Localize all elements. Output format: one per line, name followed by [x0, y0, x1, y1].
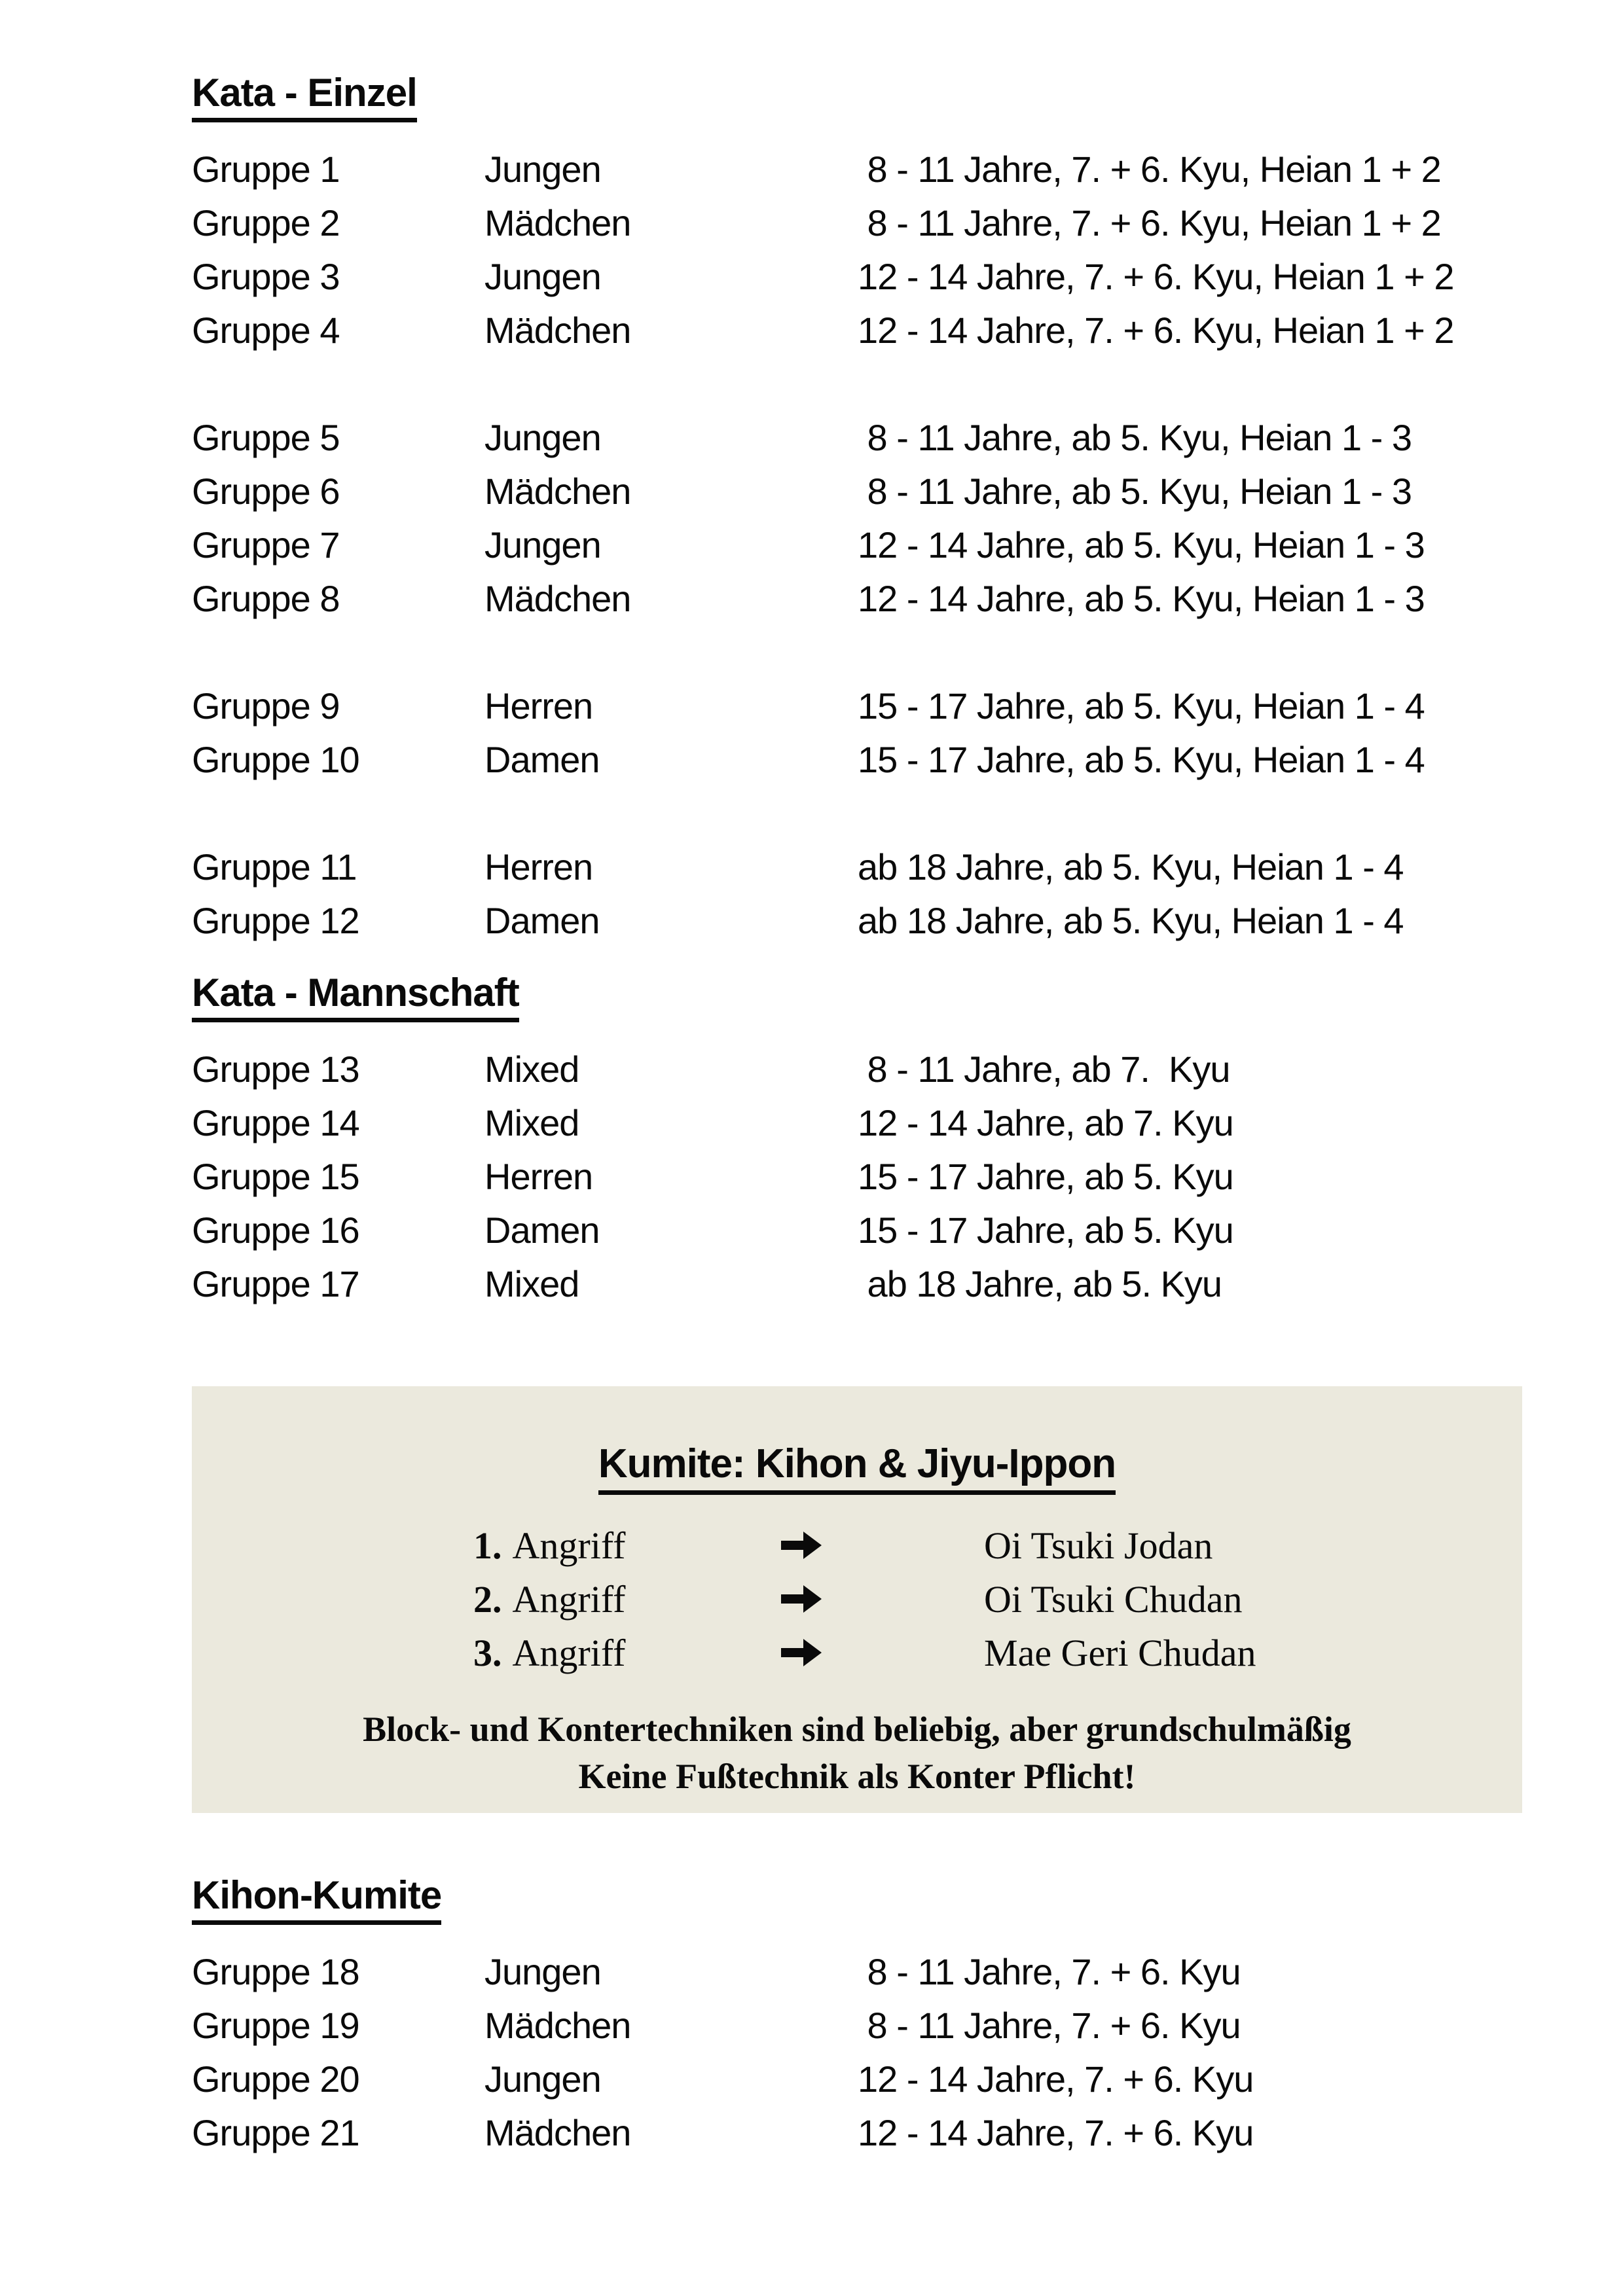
attack-name: Angriff	[512, 1524, 626, 1567]
group-row	[192, 303, 1544, 357]
group-row	[192, 1042, 1544, 1096]
attack-label	[473, 1631, 781, 1675]
group-details: 15 - 17 Jahre, ab 5. Kyu	[858, 1209, 1233, 1251]
blank-line	[192, 786, 1544, 840]
section-heading-wrap	[192, 973, 1544, 1022]
group-row	[192, 679, 1544, 732]
attack-row	[192, 1518, 1522, 1572]
arrow-cell	[781, 1583, 984, 1615]
arrow-right-icon	[781, 1637, 822, 1668]
attack-row	[192, 1626, 1522, 1679]
group-label: Gruppe 10	[192, 738, 359, 780]
group-participants: Damen	[484, 738, 600, 780]
group-details: 12 - 14 Jahre, ab 5. Kyu, Heian 1 - 3	[858, 524, 1425, 565]
group-row	[192, 249, 1544, 303]
group-label: Gruppe 4	[192, 309, 340, 351]
group-label: Gruppe 3	[192, 255, 340, 297]
attack-name: Angriff	[512, 1577, 626, 1621]
group-details: 8 - 11 Jahre, 7. + 6. Kyu	[858, 2004, 1241, 2046]
group-label: Gruppe 1	[192, 148, 340, 190]
group-label: Gruppe 14	[192, 1102, 359, 1143]
group-row	[192, 571, 1544, 625]
group-row	[192, 464, 1544, 518]
kumite-notes	[192, 1706, 1522, 1800]
group-participants: Mixed	[484, 1048, 579, 1090]
group-details: 12 - 14 Jahre, 7. + 6. Kyu	[858, 2058, 1254, 2100]
group-row	[192, 2052, 1544, 2106]
kumite-heading: Kumite: Kihon & Jiyu-Ippon	[598, 1444, 1116, 1495]
group-participants: Jungen	[484, 255, 601, 297]
group-participants: Jungen	[484, 1950, 601, 1992]
attack-technique: Mae Geri Chudan	[984, 1631, 1256, 1674]
group-participants: Damen	[484, 1209, 600, 1251]
blank-line	[192, 357, 1544, 410]
group-label: Gruppe 5	[192, 416, 340, 458]
attack-number: 3.	[473, 1631, 502, 1674]
group-details: 8 - 11 Jahre, 7. + 6. Kyu	[858, 1950, 1241, 1992]
kata-mannschaft-heading: Kata - Mannschaft	[192, 973, 519, 1022]
group-row	[192, 1203, 1544, 1257]
group-details: 12 - 14 Jahre, ab 7. Kyu	[858, 1102, 1233, 1143]
group-participants: Mädchen	[484, 2111, 631, 2153]
group-details: ab 18 Jahre, ab 5. Kyu	[858, 1263, 1222, 1304]
attack-number: 2.	[473, 1577, 502, 1621]
group-participants: Jungen	[484, 416, 601, 458]
attack-number: 1.	[473, 1524, 502, 1567]
attack-label	[473, 1524, 781, 1568]
attack-label	[473, 1577, 781, 1621]
group-details: 15 - 17 Jahre, ab 5. Kyu, Heian 1 - 4	[858, 738, 1425, 780]
group-label: Gruppe 19	[192, 2004, 359, 2046]
group-participants: Herren	[484, 1155, 593, 1197]
group-participants: Mädchen	[484, 309, 631, 351]
attack-technique: Oi Tsuki Chudan	[984, 1577, 1243, 1621]
group-row	[192, 732, 1544, 786]
group-details: 8 - 11 Jahre, 7. + 6. Kyu, Heian 1 + 2	[858, 202, 1441, 243]
note-line: Block- und Kontertechniken sind beliebig, aber grundschulmäßig	[363, 1710, 1351, 1749]
group-details: 8 - 11 Jahre, ab 7. Kyu	[858, 1048, 1230, 1090]
group-details: 12 - 14 Jahre, 7. + 6. Kyu, Heian 1 + 2	[858, 309, 1454, 351]
group-row	[192, 196, 1544, 249]
group-details: 8 - 11 Jahre, 7. + 6. Kyu, Heian 1 + 2	[858, 148, 1441, 190]
group-participants: Mädchen	[484, 202, 631, 243]
group-row	[192, 1998, 1544, 2052]
group-label: Gruppe 15	[192, 1155, 359, 1197]
group-row	[192, 893, 1544, 947]
kihon-kumite-heading: Kihon-Kumite	[192, 1876, 441, 1925]
group-details: 15 - 17 Jahre, ab 5. Kyu	[858, 1155, 1233, 1197]
group-participants: Damen	[484, 899, 600, 941]
group-row	[192, 2106, 1544, 2159]
group-label: Gruppe 8	[192, 577, 340, 619]
attack-name: Angriff	[512, 1631, 626, 1674]
group-details: 8 - 11 Jahre, ab 5. Kyu, Heian 1 - 3	[858, 416, 1412, 458]
group-row	[192, 410, 1544, 464]
group-participants: Herren	[484, 846, 593, 888]
group-participants: Mädchen	[484, 577, 631, 619]
blank-line	[192, 625, 1544, 679]
arrow-cell	[781, 1530, 984, 1561]
section-kata-mannschaft	[192, 973, 1544, 1310]
note-line: Keine Fußtechnik als Konter Pflicht!	[578, 1757, 1136, 1796]
group-row	[192, 1096, 1544, 1149]
group-row	[192, 840, 1544, 893]
group-row	[192, 1945, 1544, 1998]
group-label: Gruppe 17	[192, 1263, 359, 1304]
group-label: Gruppe 2	[192, 202, 340, 243]
group-participants: Jungen	[484, 524, 601, 565]
group-participants: Jungen	[484, 148, 601, 190]
group-participants: Mädchen	[484, 2004, 631, 2046]
group-label: Gruppe 20	[192, 2058, 359, 2100]
section-heading-wrap	[192, 1873, 1544, 1925]
group-row	[192, 1257, 1544, 1310]
arrow-right-icon	[781, 1583, 822, 1615]
group-details: 8 - 11 Jahre, ab 5. Kyu, Heian 1 - 3	[858, 470, 1412, 512]
group-details: 12 - 14 Jahre, 7. + 6. Kyu, Heian 1 + 2	[858, 255, 1454, 297]
group-row	[192, 518, 1544, 571]
section-kata-einzel	[192, 73, 1544, 947]
attack-row	[192, 1572, 1522, 1626]
group-participants: Herren	[484, 685, 593, 726]
group-details: ab 18 Jahre, ab 5. Kyu, Heian 1 - 4	[858, 846, 1404, 888]
group-details: 12 - 14 Jahre, 7. + 6. Kyu	[858, 2111, 1254, 2153]
attack-technique: Oi Tsuki Jodan	[984, 1524, 1213, 1567]
group-label: Gruppe 16	[192, 1209, 359, 1251]
group-label: Gruppe 11	[192, 846, 357, 888]
section-heading-wrap	[192, 73, 1544, 122]
box-heading-wrap	[192, 1441, 1522, 1495]
group-participants: Mixed	[484, 1102, 579, 1143]
arrow-cell	[781, 1637, 984, 1668]
group-row	[192, 142, 1544, 196]
arrow-right-icon	[781, 1530, 822, 1561]
group-label: Gruppe 9	[192, 685, 340, 726]
group-label: Gruppe 12	[192, 899, 359, 941]
group-details: ab 18 Jahre, ab 5. Kyu, Heian 1 - 4	[858, 899, 1404, 941]
section-kihon-kumite	[192, 1873, 1544, 2159]
group-label: Gruppe 7	[192, 524, 340, 565]
group-label: Gruppe 18	[192, 1950, 359, 1992]
group-row	[192, 1149, 1544, 1203]
group-label: Gruppe 6	[192, 470, 340, 512]
group-label: Gruppe 21	[192, 2111, 359, 2153]
kata-einzel-heading: Kata - Einzel	[192, 73, 417, 122]
group-participants: Jungen	[484, 2058, 601, 2100]
group-details: 15 - 17 Jahre, ab 5. Kyu, Heian 1 - 4	[858, 685, 1425, 726]
group-participants: Mixed	[484, 1263, 579, 1304]
group-participants: Mädchen	[484, 470, 631, 512]
group-details: 12 - 14 Jahre, ab 5. Kyu, Heian 1 - 3	[858, 577, 1425, 619]
group-label: Gruppe 13	[192, 1048, 359, 1090]
kumite-info-box	[192, 1386, 1522, 1813]
